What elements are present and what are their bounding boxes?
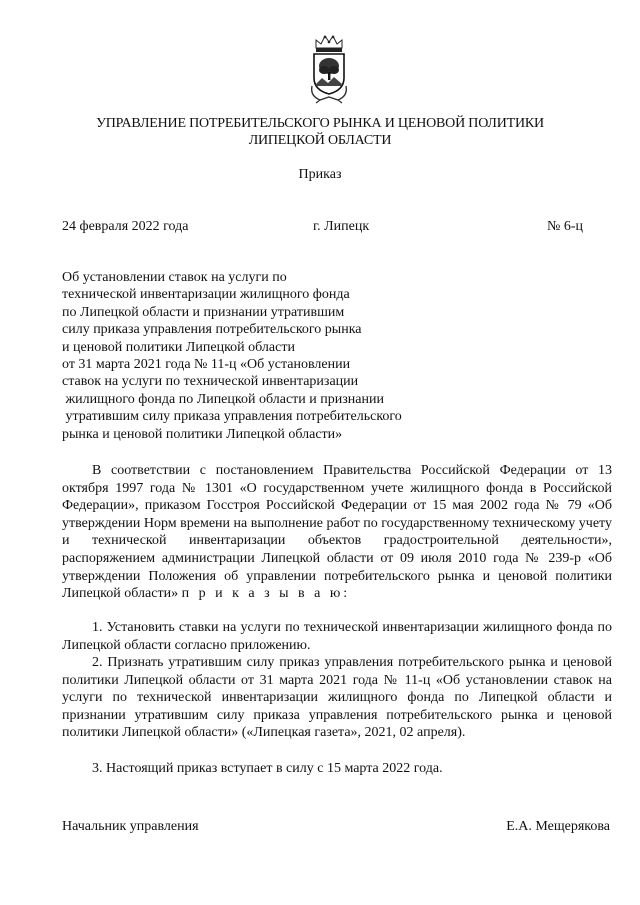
agency-region: ЛИПЕЦКОЙ ОБЛАСТИ [248,133,392,148]
subject-line: утратившим силу приказа управления потребительского [62,409,402,425]
subject-line: от 31 марта 2021 года № 11-ц «Об установлении [62,357,351,373]
subject-line: технической инвентаризации жилищного фонда [62,287,350,303]
subject-line: по Липецкой области и признании утратившим [62,304,345,320]
subject-line: Об установлении ставок на услуги по [62,270,287,285]
coat-of-arms-icon [308,34,350,104]
subject-line: рынка и ценовой политики Липецкой области» [62,426,343,442]
order-subject [62,269,462,443]
agency-title: УПРАВЛЕНИЕ ПОТРЕБИТЕЛЬСКОГО РЫНКА И ЦЕНОВОЙ ПОЛИТИКИ [96,116,544,131]
preamble-paragraph [62,462,612,603]
order-word: п р и к а з ы в а ю: [181,586,351,602]
signatory-name: Е.А. Мещерякова [506,819,610,834]
order-item [62,760,612,778]
order-item-text: 2. Признать утратившим силу приказ управления потребительского рынка и ценовой политики Липецкой области от 31 марта 2021 года № 11-ц «Об установлении ставок на услуги по технической инвентаризации жилищного фонда по Липецкой области и признании утратившим силу приказа управления потребительского рынка и ценовой политики Липецкой области» («Липецкая газета», 2021, 02 апреля). [62,655,612,741]
document-type: Приказ [298,167,342,182]
order-item [62,654,612,742]
signatory-position: Начальник управления [62,819,199,834]
order-item-text: 1. Установить ставки на услуги по технической инвентаризации жилищного фонда по Липецкой области согласно приложению. [62,620,612,653]
order-city: г. Липецк [313,219,370,234]
order-date: 24 февраля 2022 года [62,219,189,234]
order-item-text: 3. Настоящий приказ вступает в силу с 15 марта 2022 года. [92,761,443,776]
order-item [62,619,612,654]
preamble-text: В соответствии с постановлением Правительства Российской Федерации от 13 октября 1997 года № 1301 «О государственном учете жилищного фонда в Российской Федерации», приказом Госстроя Российской Федерации от 15 мая 2002 года № 79 «Об утверждении Норм времени на выполнение работ по государственному техническому учету и технической инвентаризации объектов градостроительной деятельности», распоряжением администрации Липецкой области от 09 июля 2010 года № 239-р «Об утверждении Положения об управлении потребительского рынка и ценовой политики Липецкой области» [62,463,612,602]
subject-line: и ценовой политики Липецкой области [62,339,295,355]
subject-line: силу приказа управления потребительского рынка [62,322,362,338]
subject-line: ставок на услуги по технической инвентаризации [62,374,359,390]
subject-line: жилищного фонда по Липецкой области и признании [62,391,384,407]
order-number: № 6-ц [546,219,583,234]
